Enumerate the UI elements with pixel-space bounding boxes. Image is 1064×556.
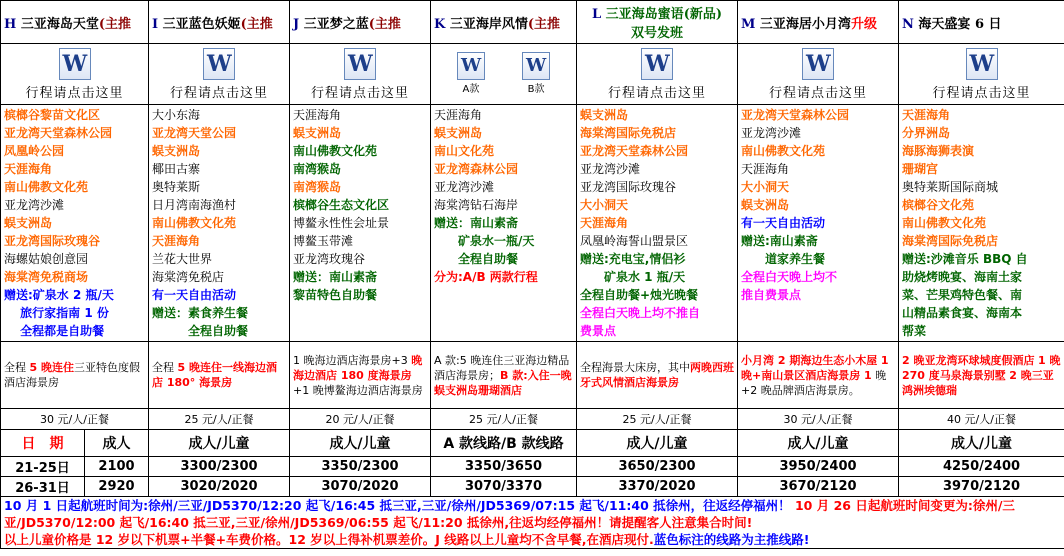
itinerary-link-label[interactable]: 行程请点击这里	[310, 85, 409, 101]
attraction-item: 矿泉水 1 瓶/天	[580, 270, 686, 284]
route-j-header	[290, 1, 431, 44]
attraction-item: 有一天自由活动	[741, 216, 826, 230]
hotel-j	[290, 342, 431, 409]
hotel-text: 5 晚连住一线海边酒店 180° 海景房	[152, 361, 277, 389]
meal-price-j: 20 元/人/正餐	[290, 409, 431, 430]
price-cell: 3350/2300	[290, 457, 431, 477]
attraction-item: 蜈支洲岛	[4, 216, 53, 230]
itinerary-link-j[interactable]	[290, 44, 431, 105]
attraction-item: 蜈支洲岛	[293, 126, 342, 140]
price-cell: 3950/2400	[738, 457, 899, 477]
route-k-header	[431, 1, 577, 44]
price-cell: 2920	[85, 477, 149, 497]
adult-child-header: 成人/儿童	[738, 430, 899, 457]
adult-child-header: 成人/儿童	[899, 430, 1064, 457]
price-cell: 3970/2120	[899, 477, 1064, 497]
attractions-m	[738, 105, 899, 342]
attractions-h	[1, 105, 149, 342]
price-header-row	[1, 430, 1064, 457]
version-b-label[interactable]: B款	[527, 84, 545, 95]
attraction-item: 槟榔谷生态文化区	[293, 198, 390, 212]
attraction-item: 椰田古寨	[152, 162, 201, 176]
attraction-item: 矿泉水一瓶/天	[434, 234, 535, 248]
price-cell: 3300/2300	[149, 457, 290, 477]
attraction-item: 亚龙湾沙滩	[434, 180, 495, 194]
route-h-header	[1, 1, 149, 44]
attraction-item: 有一天自由活动	[152, 288, 237, 302]
attraction-item: 南山文化苑	[434, 144, 495, 158]
route-n-header	[899, 1, 1064, 44]
attraction-item: 日月湾南海渔村	[152, 198, 237, 212]
date-cell: 26-31日	[1, 477, 85, 497]
route-name: 三亚蓝色妖姬	[162, 16, 241, 32]
hotel-text: B 款:入住一晚蜈支洲岛珊瑚酒店	[434, 368, 572, 397]
hotel-text: 全程海景大床房，其中	[580, 361, 690, 374]
route-l-header	[577, 1, 738, 44]
attraction-item: 天涯海角	[152, 234, 201, 248]
attraction-item: 海棠湾国际免税店	[580, 126, 677, 140]
route-m-header	[738, 1, 899, 44]
child-price-note: 以上儿童价格是 12 岁以下机票+半餐+车费价格。12 岁以上得补机票差价。J 线路以上儿童均不含早餐,在酒店现付.	[4, 532, 654, 547]
price-cell: 3070/3370	[431, 477, 577, 497]
attraction-item: 凤凰岭公园	[4, 144, 65, 158]
attraction-item: 珊瑚宫	[902, 162, 939, 176]
route-code: N	[902, 16, 914, 32]
attractions-n	[899, 105, 1064, 342]
attraction-item: 助烧烤晚宴、海南土家	[902, 270, 1023, 284]
itinerary-link-i[interactable]	[149, 44, 290, 105]
attraction-item: 大小洞天	[741, 180, 790, 194]
hotel-text: 1 晚海边酒店海景房+3	[293, 353, 412, 367]
price-cell: 4250/2400	[899, 457, 1064, 477]
itinerary-link-h[interactable]	[1, 44, 149, 105]
attraction-item: 道家养生餐	[741, 252, 826, 266]
hotel-n	[899, 342, 1064, 409]
attraction-item: 费景点	[580, 324, 617, 338]
attraction-item: 天涯海角	[902, 108, 951, 122]
attractions-l	[577, 105, 738, 342]
hotel-text: 1 晚 270 度马泉海景别墅	[902, 353, 1061, 382]
attraction-item: 蜈支洲岛	[741, 198, 790, 212]
hotel-text: 全程	[4, 361, 30, 374]
attraction-item: 南山佛教文化苑	[293, 144, 378, 158]
attraction-item: 南山佛教文化苑	[4, 180, 89, 194]
attraction-item: 南山佛教文化苑	[741, 144, 826, 158]
route-tag: (新品)	[683, 7, 722, 22]
attraction-item: 亚龙湾国际玫瑰谷	[4, 234, 101, 248]
itinerary-link-k-a[interactable]	[441, 52, 501, 95]
footer-notes	[1, 497, 1064, 549]
itinerary-link-row	[1, 44, 1064, 105]
attraction-item: 海棠湾国际免税店	[902, 234, 999, 248]
attraction-item: 分为:A/B 两款行程	[434, 270, 538, 284]
attractions-row	[1, 105, 1064, 342]
attraction-item: 天涯海角	[4, 162, 53, 176]
hotel-text: 三亚特色度假酒店海景房	[4, 361, 140, 389]
date-header: 日 期	[1, 430, 85, 457]
hotel-text: 1 晚+南山景区酒店海景房 1	[741, 353, 889, 382]
attraction-item: 赠送:充电宝,情侣衫	[580, 252, 686, 266]
price-cell: 3670/2120	[738, 477, 899, 497]
hotel-text: 5 晚连住	[29, 361, 74, 374]
word-doc-icon[interactable]: W	[641, 48, 673, 80]
meal-price-n: 40 元/人/正餐	[899, 409, 1064, 430]
attraction-item: 南湾猴岛	[293, 180, 342, 194]
hotel-text: 小月湾 2 期海边生态小木屋	[741, 353, 878, 367]
route-code: I	[152, 16, 159, 32]
attraction-item: 槟榔谷黎苗文化区	[4, 108, 101, 122]
word-doc-icon[interactable]: W	[203, 48, 235, 80]
price-cell: 3070/2020	[290, 477, 431, 497]
attraction-item: 海棠湾免税店	[152, 270, 225, 284]
attraction-item: 蜈支洲岛	[434, 126, 483, 140]
price-row	[1, 457, 1064, 477]
word-doc-icon[interactable]: W	[457, 52, 485, 80]
adult-header: 成人	[85, 430, 149, 457]
route-subtitle: 双号发班	[630, 26, 683, 41]
attraction-item: 天涯海角	[434, 108, 483, 122]
itinerary-link-label[interactable]: 行程请点击这里	[25, 85, 124, 101]
attraction-item: 全程自助餐	[434, 252, 519, 266]
attraction-item: 赠送：南山素斋	[293, 270, 378, 284]
hotel-text: 两晚西班牙式风情酒店海景房	[580, 361, 734, 389]
attraction-item: 凤凰岭海誓山盟景区	[580, 234, 689, 248]
hotel-text: 晚+2 晚品牌酒店海景房。	[741, 368, 887, 397]
flight-schedule-oct1: 10 月 1 日起航班时间为:徐州/三亚/JD5370/12:20 起飞/16:45 抵三亚,三亚/徐州/JD5369/07:15 起飞/11:40 抵徐州，往返经停福州！	[4, 498, 791, 513]
route-tag: (主推	[98, 16, 131, 32]
attraction-item: 海棠湾钻石海岸	[434, 198, 519, 212]
price-cell: 3020/2020	[149, 477, 290, 497]
route-name: 三亚海岸风情	[449, 16, 528, 32]
attraction-item: 分界洲岛	[902, 126, 951, 140]
attraction-item: 天涯海角	[293, 108, 342, 122]
route-tag: 升级	[850, 16, 877, 32]
attraction-item: 大小洞天	[580, 198, 629, 212]
attraction-item: 全程自助餐	[152, 324, 249, 338]
hotel-row	[1, 342, 1064, 409]
attraction-item: 旅行家指南 1 份	[4, 306, 109, 320]
attraction-item: 亚龙湾天堂森林公园	[580, 144, 689, 158]
attraction-item: 亚龙湾沙滩	[741, 126, 802, 140]
attraction-item: 奥特莱斯	[152, 180, 201, 194]
meal-price-l: 25 元/人/正餐	[577, 409, 738, 430]
route-name: 海天盛宴 6 日	[918, 16, 1002, 32]
adult-child-header: 成人/儿童	[149, 430, 290, 457]
route-code: K	[434, 16, 446, 32]
meal-price-i: 25 元/人/正餐	[149, 409, 290, 430]
attraction-item: 博鳌玉带滩	[293, 234, 354, 248]
itinerary-link-l[interactable]	[577, 44, 738, 105]
attraction-item: 槟榔谷文化苑	[902, 198, 975, 212]
route-tag: (主推	[240, 16, 273, 32]
meal-price-row	[1, 409, 1064, 430]
attraction-item: 南山佛教文化苑	[152, 216, 237, 230]
hotel-text: 2 晚亚龙湾环球城度假酒店	[902, 353, 1035, 367]
route-name: 三亚梦之蓝	[303, 16, 369, 32]
price-row	[1, 477, 1064, 497]
hotel-m	[738, 342, 899, 409]
hotel-text: 2 晚三亚鸿洲埃德瑞	[902, 368, 1054, 397]
attraction-item: 亚龙湾玫瑰谷	[293, 252, 366, 266]
price-cell: 3370/2020	[577, 477, 738, 497]
attraction-item: 亚龙湾沙滩	[580, 162, 641, 176]
attraction-item: 南山佛教文化苑	[902, 216, 987, 230]
hotel-l	[577, 342, 738, 409]
hotel-text: A 款:5 晚连住三亚海边精品酒店海景房；	[434, 353, 570, 382]
route-tag: (主推	[527, 16, 561, 32]
attraction-item: 帮菜	[902, 324, 927, 338]
attraction-item: 海棠湾免税商场	[4, 270, 89, 284]
version-a-label[interactable]: A款	[462, 84, 480, 95]
price-cell: 2100	[85, 457, 149, 477]
attraction-item: 亚龙湾天堂森林公园	[4, 126, 113, 140]
route-i-header	[149, 1, 290, 44]
itinerary-link-label[interactable]: 行程请点击这里	[169, 85, 268, 101]
attractions-k	[431, 105, 577, 342]
attraction-item: 大小东海	[152, 108, 201, 122]
attraction-item: 赠送:沙滩音乐 BBQ 自	[902, 252, 1028, 266]
attraction-item: 亚龙湾国际玫瑰谷	[580, 180, 677, 194]
attraction-item: 推自费景点	[741, 288, 802, 302]
route-code: L	[592, 7, 602, 22]
attraction-item: 山精品素食宴、海南本	[902, 306, 1023, 320]
itinerary-link-label[interactable]: 行程请点击这里	[768, 85, 867, 101]
itinerary-link-m[interactable]	[738, 44, 899, 105]
attraction-item: 天涯海角	[580, 216, 629, 230]
attraction-item: 海豚海狮表演	[902, 144, 975, 158]
footer-row	[1, 497, 1064, 549]
attractions-i	[149, 105, 290, 342]
route-code: H	[4, 16, 17, 32]
attraction-item: 亚龙湾沙滩	[4, 198, 65, 212]
attraction-item: 全程白天晚上均不	[741, 270, 838, 284]
attraction-item: 亚龙湾森林公园	[434, 162, 519, 176]
attraction-item: 天涯海角	[741, 162, 790, 176]
attraction-item: 全程白天晚上均不推自	[580, 306, 701, 320]
word-doc-icon[interactable]: W	[59, 48, 91, 80]
itinerary-link-k-b[interactable]	[506, 52, 566, 95]
hotel-text: 晚海边酒店 180 度海景房	[293, 353, 423, 382]
route-code: J	[293, 16, 300, 32]
date-cell: 21-25日	[1, 457, 85, 477]
attraction-item: 南湾猴岛	[293, 162, 342, 176]
ab-route-header: A 款线路/B 款线路	[431, 430, 577, 457]
itinerary-link-n[interactable]	[899, 44, 1064, 105]
attraction-item: 赠送：南山素斋	[434, 216, 519, 230]
attractions-j	[290, 105, 431, 342]
word-doc-icon[interactable]: W	[522, 52, 550, 80]
route-name: 三亚海岛天堂	[20, 16, 99, 32]
attraction-item: 博鳌永性性会址景	[293, 216, 390, 230]
flight-schedule-oct26: 10 月 26 日起航班时间变更为:徐州/三亚/JD5370/12:00 起飞/16:40 抵三亚,三亚/徐州/JD5369/06:55 起飞/11:20 抵徐州,往返均经停福州！请提醒客人注意集合时间!	[4, 498, 1015, 530]
attraction-item: 全程自助餐+烛光晚餐	[580, 288, 699, 302]
route-header-row	[1, 1, 1064, 44]
word-doc-icon[interactable]: W	[344, 48, 376, 80]
attraction-item: 菜、芒果鸡特色餐、南	[902, 288, 1023, 302]
adult-child-header: 成人/儿童	[577, 430, 738, 457]
meal-price-m: 30 元/人/正餐	[738, 409, 899, 430]
hotel-k	[431, 342, 577, 409]
route-name: 三亚海岛蜜语	[605, 7, 684, 22]
route-code: M	[741, 16, 756, 32]
attraction-item: 全程都是自助餐	[4, 324, 105, 338]
word-doc-icon[interactable]: W	[966, 48, 998, 80]
hotel-h	[1, 342, 149, 409]
featured-route-note: 蓝色标注的线路为主推线路!	[653, 532, 810, 547]
itinerary-link-k	[431, 44, 577, 105]
adult-child-header: 成人/儿童	[290, 430, 431, 457]
word-doc-icon[interactable]: W	[802, 48, 834, 80]
attraction-item: 赠送:南山素斋	[741, 234, 818, 248]
route-name: 三亚海居小月湾	[759, 16, 851, 32]
attraction-item: 赠送：素食养生餐	[152, 306, 249, 320]
itinerary-link-label[interactable]: 行程请点击这里	[932, 85, 1031, 101]
itinerary-link-label[interactable]: 行程请点击这里	[607, 85, 706, 101]
attraction-item: 奥特莱斯国际商城	[902, 180, 999, 194]
attraction-item: 黎苗特色自助餐	[293, 288, 378, 302]
price-cell: 3350/3650	[431, 457, 577, 477]
hotel-text: +1 晚博鳌海边酒店海景房	[293, 383, 423, 397]
attraction-item: 蜈支洲岛	[152, 144, 201, 158]
price-cell: 3650/2300	[577, 457, 738, 477]
hotel-i	[149, 342, 290, 409]
route-tag: (主推	[368, 16, 401, 32]
meal-price-h: 30 元/人/正餐	[1, 409, 149, 430]
hotel-text: 全程	[152, 361, 178, 374]
attraction-item: 亚龙湾天堂公园	[152, 126, 237, 140]
attraction-item: 亚龙湾天堂森林公园	[741, 108, 850, 122]
attraction-item: 蜈支洲岛	[580, 108, 629, 122]
attraction-item: 赠送:矿泉水 2 瓶/天	[4, 288, 114, 302]
attraction-item: 兰花大世界	[152, 252, 213, 266]
attraction-item: 海螺姑娘创意园	[4, 252, 89, 266]
meal-price-k: 25 元/人/正餐	[431, 409, 577, 430]
